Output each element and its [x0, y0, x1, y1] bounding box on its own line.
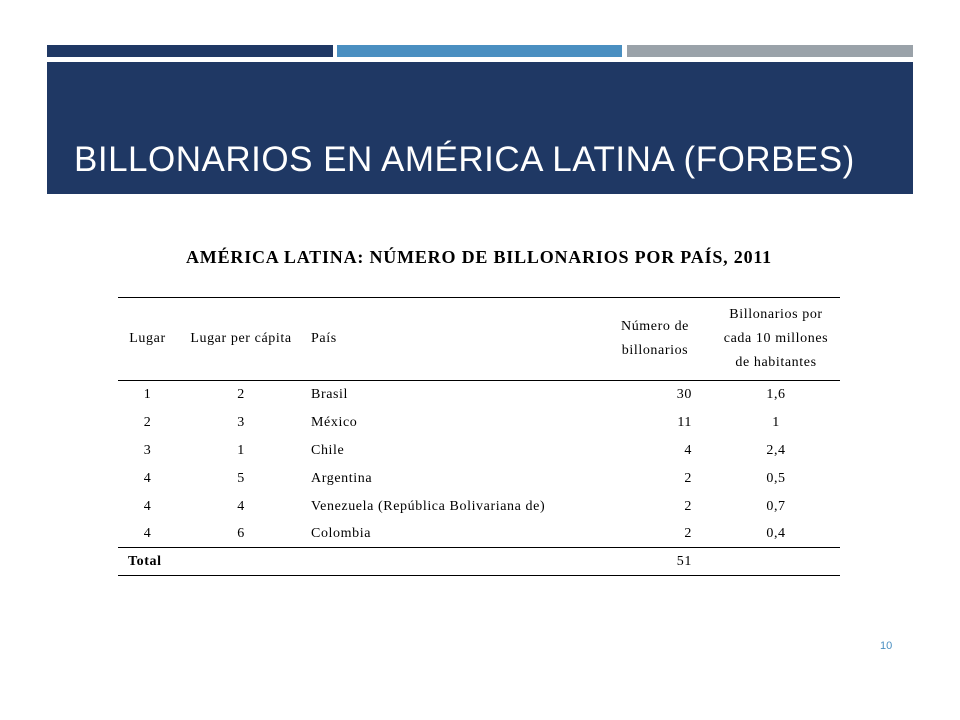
cell-numero-billonarios: 2 — [684, 498, 692, 514]
cell-lugar: 4 — [143, 470, 152, 486]
cell-lugar: 2 — [143, 414, 152, 430]
cell-lugar-per-capita: 6 — [237, 525, 245, 541]
total-label: Total — [118, 548, 177, 576]
table-row — [118, 381, 840, 409]
cell-pais: Argentina — [311, 470, 373, 486]
cell-lugar: 3 — [143, 442, 152, 458]
accent-bar-dark-blue — [47, 45, 333, 57]
header-pais: País — [305, 298, 598, 381]
title-banner — [47, 62, 913, 194]
cell-numero-billonarios: 11 — [677, 414, 692, 430]
cell-lugar-per-capita: 5 — [237, 470, 245, 486]
slide-title: BILLONARIOS EN AMÉRICA LATINA (FORBES) — [74, 140, 855, 179]
header-lugar: Lugar — [118, 298, 177, 381]
total-empty-cell — [177, 548, 305, 576]
table-row — [118, 493, 840, 521]
cell-billonarios-por-10m: 0,4 — [766, 525, 786, 541]
cell-lugar: 4 — [143, 525, 152, 541]
cell-pais: Colombia — [311, 525, 372, 541]
cell-pais: Brasil — [311, 386, 349, 402]
cell-numero-billonarios: 4 — [684, 442, 692, 458]
header-lugar-per-capita: Lugar per cápita — [177, 298, 305, 381]
accent-bar-light-blue — [337, 45, 622, 57]
page-number: 10 — [880, 640, 893, 652]
table-title: AMÉRICA LATINA: NÚMERO DE BILLONARIOS POR PAÍS, 2011 — [186, 247, 772, 267]
billionaires-table — [118, 297, 840, 576]
cell-numero-billonarios: 30 — [676, 386, 692, 402]
cell-billonarios-por-10m: 2,4 — [766, 442, 786, 458]
cell-billonarios-por-10m: 0,5 — [766, 470, 786, 486]
cell-billonarios-por-10m: 1 — [772, 414, 780, 430]
accent-bar-gray — [627, 45, 913, 57]
cell-pais: México — [311, 414, 358, 430]
cell-lugar-per-capita: 1 — [237, 442, 245, 458]
cell-numero-billonarios: 2 — [684, 470, 692, 486]
cell-billonarios-por-10m: 1,6 — [766, 386, 786, 402]
table-body — [118, 381, 840, 548]
cell-pais: Venezuela (República Bolivariana de) — [311, 498, 546, 514]
cell-numero-billonarios: 2 — [684, 525, 692, 541]
total-row — [118, 548, 840, 576]
table-row — [118, 465, 840, 493]
cell-pais: Chile — [311, 442, 345, 458]
cell-lugar-per-capita: 4 — [237, 498, 245, 514]
cell-lugar-per-capita: 3 — [237, 414, 245, 430]
total-numero: 51 — [598, 548, 712, 576]
header-billonarios-por-10m: Billonarios por cada 10 millones de habitantes — [712, 298, 840, 381]
header-numero-billonarios: Número de billonarios — [598, 298, 712, 381]
cell-lugar-per-capita: 2 — [237, 386, 245, 402]
table-header-row — [118, 298, 840, 381]
total-empty-cell — [305, 548, 598, 576]
table-row — [118, 437, 840, 465]
table-row — [118, 521, 840, 548]
total-empty-cell — [712, 548, 840, 576]
table-row — [118, 409, 840, 437]
cell-lugar: 4 — [143, 498, 152, 514]
cell-billonarios-por-10m: 0,7 — [766, 498, 786, 514]
cell-lugar: 1 — [143, 386, 152, 402]
